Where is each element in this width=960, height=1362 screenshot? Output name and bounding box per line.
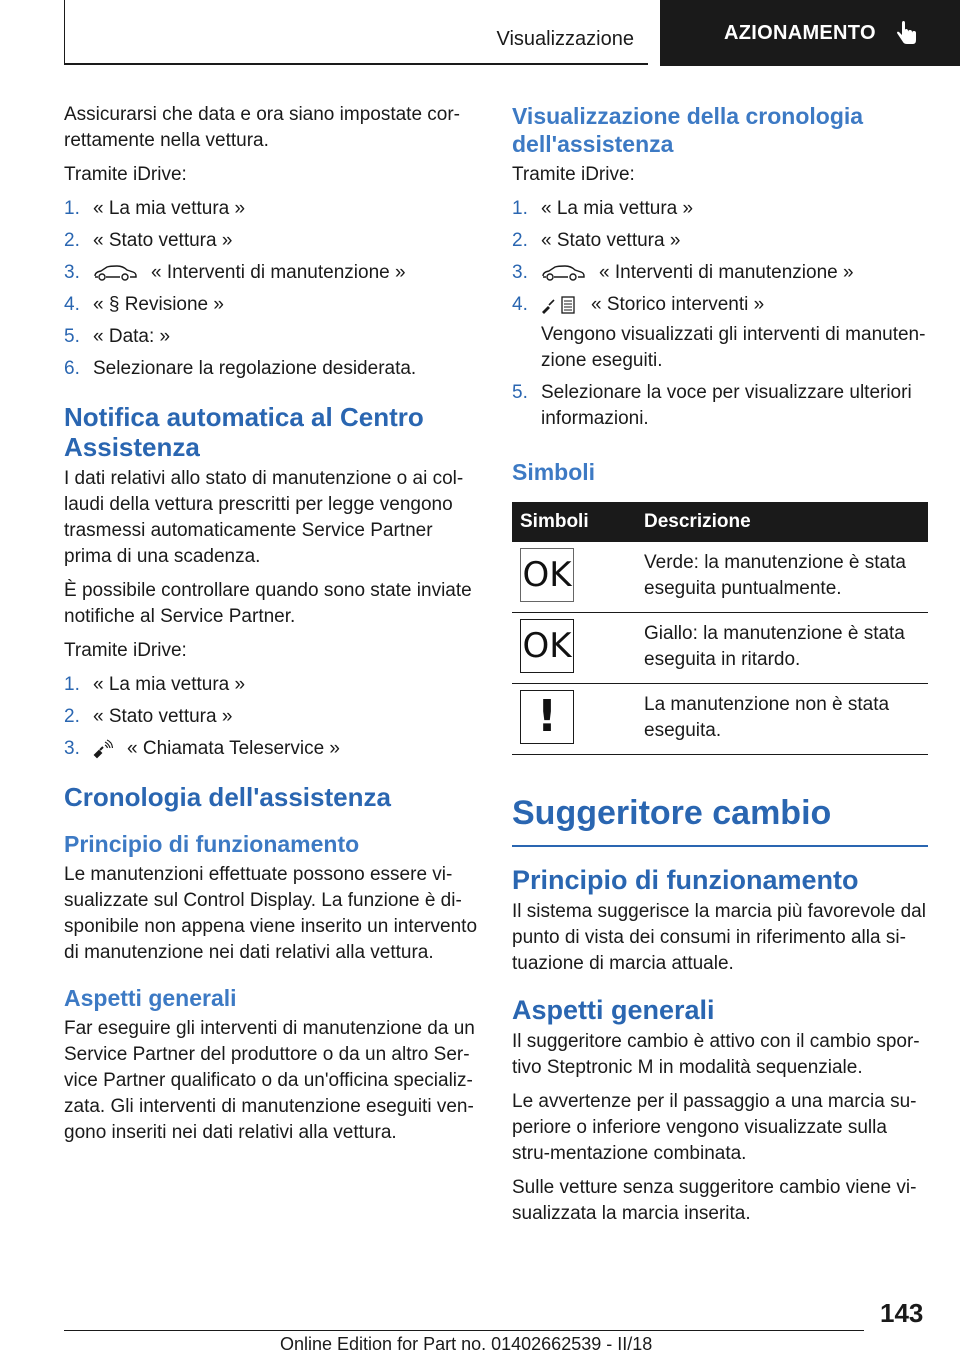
list-item: 4. « Storico interventi » Vengono visualizzati gli interventi di manuten-zione eseguiti. <box>512 292 928 374</box>
table-cell-desc: Verde: la manutenzione è stata eseguita puntualmente. <box>636 542 928 613</box>
list-item: 2. « Stato vettura » <box>64 706 233 727</box>
ok-yellow-icon: OK <box>520 619 574 673</box>
list-item: 3. « Interventi di manutenzione » <box>64 262 406 283</box>
chapter-tab <box>660 0 960 66</box>
steps-list-2 <box>64 672 480 762</box>
gear-general-text-3: Sulle vetture senza suggeritore cambio viene vi-sualizzata la marcia inserita. <box>512 1177 917 1224</box>
chapter-label: AZIONAMENTO <box>724 21 876 44</box>
notify-text-2: È possibile controllare quando sono state inviate notifiche al Service Partner. <box>64 580 472 627</box>
table-row <box>512 542 928 613</box>
list-item: 3. « Chiamata Teleservice » <box>64 738 340 759</box>
general-heading: Aspetti generali <box>64 985 237 1011</box>
gear-general-text-2: Le avvertenze per il passaggio a una marcia su-periore o inferiore vengono visualizzate sulla stru-mentazione combinata. <box>512 1091 917 1164</box>
symbols-heading: Simboli <box>512 459 596 485</box>
list-item: 2. « Stato vettura » <box>64 230 233 251</box>
footer-rule <box>64 1330 864 1331</box>
table-cell-desc: La manutenzione non è stata eseguita. <box>636 684 928 755</box>
car-service-icon <box>93 265 137 281</box>
car-service-icon <box>541 265 585 281</box>
edition-text: Online Edition for Part no. 01402662539 - II/18 <box>280 1334 653 1354</box>
left-column <box>64 102 480 1154</box>
step4-subtext: Vengono visualizzati gli interventi di manuten-zione eseguiti. <box>541 324 926 371</box>
symbols-table <box>512 502 928 755</box>
via-idrive-label: Tramite iDrive: <box>64 164 187 185</box>
table-row <box>512 613 928 684</box>
steps-list-1 <box>64 196 480 382</box>
via-idrive-label-2: Tramite iDrive: <box>64 640 187 661</box>
table-header-symbol: Simboli <box>512 502 636 542</box>
list-item: 1. « La mia vettura » <box>64 674 246 695</box>
table-header-description: Descrizione <box>636 502 928 542</box>
notify-heading: Notifica automatica al Centro Assistenza <box>64 402 424 462</box>
teleservice-icon <box>93 739 113 759</box>
list-item: 2. « Stato vettura » <box>512 230 681 251</box>
principle-heading: Principio di funzionamento <box>64 831 360 857</box>
list-item: 1. « La mia vettura » <box>512 198 694 219</box>
page-number: 143 <box>880 1298 924 1328</box>
list-item: 3. « Interventi di manutenzione » <box>512 262 854 283</box>
gear-general-heading: Aspetti generali <box>512 995 715 1025</box>
right-column <box>512 102 928 1235</box>
list-item: 1. « La mia vettura » <box>64 198 246 219</box>
header-left-line <box>64 0 65 64</box>
gear-principle-text: Il sistema suggerisce la marcia più favorevole dal punto di vista dei consumi in riferimento alla si-tuazione di marcia attuale. <box>512 901 926 974</box>
steps-list-3 <box>512 196 928 432</box>
exclamation-icon: ! <box>520 690 574 744</box>
list-item: 5. « Data: » <box>64 326 171 347</box>
service-history-icon <box>541 295 577 315</box>
gear-principle-heading: Principio di funzionamento <box>512 865 859 895</box>
table-cell-desc: Giallo: la manutenzione è stata eseguita in ritardo. <box>636 613 928 684</box>
via-idrive-label-3: Tramite iDrive: <box>512 164 635 185</box>
list-item: 6. Selezionare la regolazione desiderata. <box>64 358 417 379</box>
intro-text: Assicurarsi che data e ora siano impostate cor-rettamente nella vettura. <box>64 104 461 151</box>
view-history-heading: Visualizzazione della cronologia dell'assistenza <box>512 103 864 157</box>
hand-pointer-icon <box>894 20 920 46</box>
list-item: 4. « § Revisione » <box>64 294 224 315</box>
principle-text: Le manutenzioni effettuate possono essere vi-sualizzate sul Control Display. La funzione è di-sponibile non appena viene inserito un intervento di manutenzione nei dati relativi alla vettura. <box>64 864 478 963</box>
gear-general-text-1: Il suggeritore cambio è attivo con il cambio spor-tivo Steptronic M in modalità sequenziale. <box>512 1031 920 1078</box>
general-text: Far eseguire gli interventi di manutenzione da un Service Partner del produttore o da un altro Ser-vice Partner qualificato o da un'officina specializ-zata. Gli interventi di manutenzione eseguiti ven-gono inseriti nei dati relativi alla vettura. <box>64 1018 475 1143</box>
gear-heading: Suggeritore cambio <box>512 793 928 847</box>
notify-text-1: I dati relativi allo stato di manutenzione o ai col-laudi della vettura prescritti per legge vengono trasmessi automaticamente Service Partner prima di una scadenza. <box>64 468 464 567</box>
section-label: Visualizzazione <box>496 28 634 50</box>
ok-green-icon: OK <box>520 548 574 602</box>
history-heading: Cronologia dell'assistenza <box>64 782 391 812</box>
list-item: 5. Selezionare la voce per visualizzare ulteriori informazioni. <box>512 382 912 429</box>
header-rule <box>64 63 648 65</box>
table-row <box>512 684 928 755</box>
